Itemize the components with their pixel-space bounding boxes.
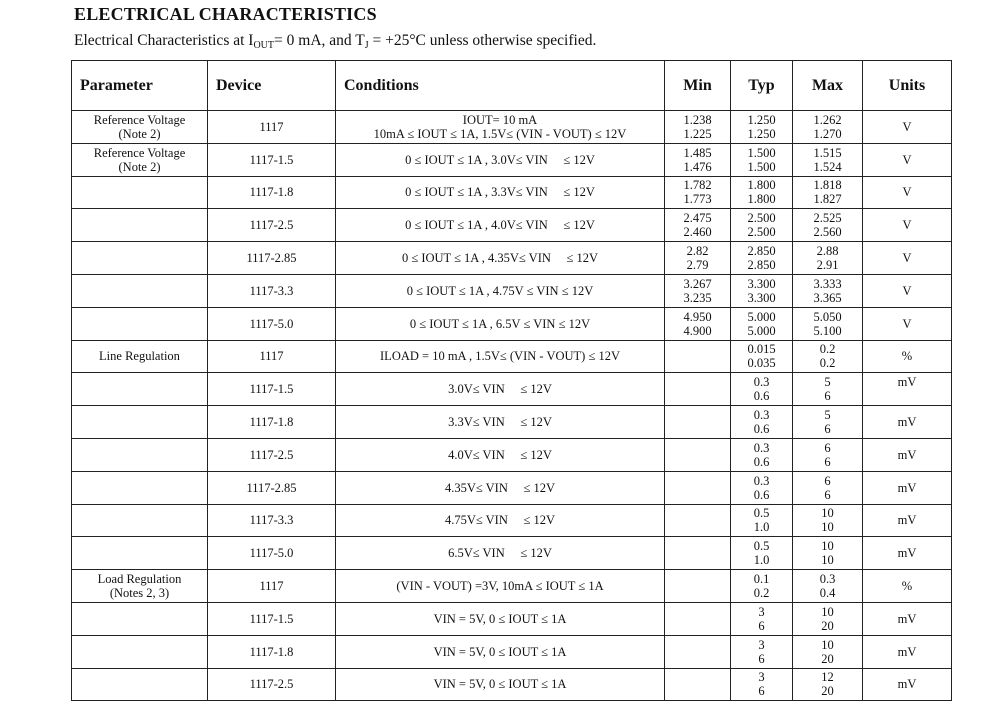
cell-device: 1117-3.3 <box>208 274 336 307</box>
cell-units: % <box>863 570 952 603</box>
cell-typ-line-1: 1.250 <box>747 112 776 127</box>
cell-min-line-1: 1.485 <box>683 145 712 160</box>
cell-parameter <box>72 438 208 471</box>
conditions-line-1: VIN = 5V, 0 ≤ IOUT ≤ 1A <box>433 677 567 692</box>
cell-device: 1117-2.5 <box>208 438 336 471</box>
cell-max-line-1: 3.333 <box>813 276 842 291</box>
cell-max <box>793 668 863 701</box>
cell-conditions <box>336 438 665 471</box>
cell-parameter <box>72 176 208 209</box>
cell-typ <box>731 307 793 340</box>
electrical-characteristics-table <box>71 60 952 701</box>
cell-device: 1117-2.85 <box>208 471 336 504</box>
cell-device: 1117-5.0 <box>208 537 336 570</box>
conditions-line-1: 3.3V≤ VIN ≤ 12V <box>448 415 552 430</box>
cell-max <box>793 176 863 209</box>
cell-min <box>665 111 731 144</box>
cell-typ <box>731 602 793 635</box>
cell-max <box>793 438 863 471</box>
cell-max-line-1: 1.515 <box>813 145 842 160</box>
cell-max <box>793 570 863 603</box>
page-subtitle <box>74 32 596 51</box>
page-title: ELECTRICAL CHARACTERISTICS <box>74 4 377 24</box>
cell-min <box>665 471 731 504</box>
cell-typ-line-1: 0.015 <box>747 342 776 357</box>
cell-min <box>665 504 731 537</box>
cell-max-line-2: 6 <box>824 487 831 502</box>
column-header-parameter: Parameter <box>72 61 208 111</box>
cell-device: 1117-1.5 <box>208 143 336 176</box>
cell-max-line-1: 0.2 <box>819 342 836 357</box>
cell-max-line-2: 20 <box>821 684 834 699</box>
table-row <box>72 471 952 504</box>
cell-typ <box>731 570 793 603</box>
cell-max <box>793 373 863 406</box>
cell-typ <box>731 537 793 570</box>
cell-typ <box>731 668 793 701</box>
cell-min <box>665 602 731 635</box>
cell-typ-line-1: 0.1 <box>753 572 770 587</box>
table-row <box>72 307 952 340</box>
cell-typ-line-1: 3.300 <box>747 276 776 291</box>
conditions-line-1: 0 ≤ IOUT ≤ 1A , 3.3V≤ VIN ≤ 12V <box>405 185 595 200</box>
cell-parameter <box>72 406 208 439</box>
subtitle-part-b: = 0 mA, and T <box>274 32 365 49</box>
cell-typ-line-1: 3 <box>758 670 765 685</box>
cell-typ-line-1: 3 <box>758 604 765 619</box>
cell-units: mV <box>863 537 952 570</box>
cell-conditions <box>336 209 665 242</box>
cell-units: mV <box>863 373 952 406</box>
cell-max-line-2: 1.827 <box>813 192 842 207</box>
cell-typ-line-1: 1.800 <box>747 178 776 193</box>
conditions-line-1: 0 ≤ IOUT ≤ 1A , 4.75V ≤ VIN ≤ 12V <box>406 283 594 298</box>
cell-min <box>665 242 731 275</box>
cell-max-line-1: 12 <box>821 670 834 685</box>
table-row <box>72 242 952 275</box>
cell-typ <box>731 438 793 471</box>
cell-parameter <box>72 373 208 406</box>
cell-device: 1117-5.0 <box>208 307 336 340</box>
cell-max-line-2: 6 <box>824 422 831 437</box>
cell-units: V <box>863 111 952 144</box>
cell-max <box>793 537 863 570</box>
cell-typ <box>731 406 793 439</box>
cell-min-line-2: 1.773 <box>683 192 712 207</box>
cell-min <box>665 274 731 307</box>
cell-max-line-1: 2.88 <box>816 244 839 259</box>
cell-min <box>665 570 731 603</box>
cell-parameter <box>72 635 208 668</box>
cell-typ-line-1: 0.5 <box>753 506 770 521</box>
parameter-line-1: Reference Voltage <box>93 145 186 160</box>
table-row <box>72 143 952 176</box>
cell-max-line-1: 1.262 <box>813 112 842 127</box>
cell-max-line-1: 2.525 <box>813 211 842 226</box>
conditions-line-1: 0 ≤ IOUT ≤ 1A , 4.0V≤ VIN ≤ 12V <box>405 218 595 233</box>
cell-max-line-2: 0.4 <box>819 586 836 601</box>
cell-device: 1117-1.5 <box>208 373 336 406</box>
cell-units: V <box>863 209 952 242</box>
cell-max-line-2: 10 <box>821 553 834 568</box>
cell-min <box>665 635 731 668</box>
cell-min <box>665 537 731 570</box>
cell-max-line-2: 2.560 <box>813 225 842 240</box>
cell-max-line-1: 5 <box>824 408 831 423</box>
cell-parameter <box>72 209 208 242</box>
parameter-line-2: (Notes 2, 3) <box>109 586 170 601</box>
cell-conditions <box>336 635 665 668</box>
cell-min <box>665 340 731 373</box>
parameter-line-1: Reference Voltage <box>93 112 186 127</box>
table-row <box>72 340 952 373</box>
cell-min-line-2: 2.460 <box>683 225 712 240</box>
cell-min-line-1: 1.238 <box>683 112 712 127</box>
conditions-line-1: (VIN - VOUT) =3V, 10mA ≤ IOUT ≤ 1A <box>396 579 604 594</box>
cell-min-line-2: 3.235 <box>683 290 712 305</box>
cell-max-line-1: 5.050 <box>813 309 842 324</box>
cell-units: V <box>863 242 952 275</box>
cell-conditions <box>336 274 665 307</box>
cell-max-line-2: 1.270 <box>813 126 842 141</box>
conditions-line-1: IOUT= 10 mA <box>462 112 538 127</box>
cell-min-line-1: 1.782 <box>683 178 712 193</box>
conditions-line-2: 10mA ≤ IOUT ≤ 1A, 1.5V≤ (VIN - VOUT) ≤ 12V <box>373 126 627 141</box>
cell-parameter <box>72 537 208 570</box>
cell-min-line-2: 1.476 <box>683 159 712 174</box>
cell-conditions <box>336 668 665 701</box>
cell-parameter <box>72 111 208 144</box>
conditions-line-1: 3.0V≤ VIN ≤ 12V <box>448 382 552 397</box>
cell-conditions <box>336 242 665 275</box>
cell-max-line-1: 5 <box>824 375 831 390</box>
cell-typ-line-2: 6 <box>758 651 765 666</box>
cell-device: 1117-2.5 <box>208 209 336 242</box>
cell-conditions <box>336 537 665 570</box>
cell-typ-line-1: 1.500 <box>747 145 776 160</box>
cell-device: 1117-2.5 <box>208 668 336 701</box>
cell-max-line-1: 10 <box>821 506 834 521</box>
cell-max <box>793 209 863 242</box>
table-body <box>72 111 952 701</box>
cell-typ <box>731 373 793 406</box>
cell-typ <box>731 242 793 275</box>
cell-typ-line-2: 0.6 <box>753 487 770 502</box>
cell-parameter <box>72 340 208 373</box>
cell-typ-line-2: 2.850 <box>747 258 776 273</box>
cell-min <box>665 668 731 701</box>
cell-conditions <box>336 307 665 340</box>
conditions-line-1: 0 ≤ IOUT ≤ 1A , 6.5V ≤ VIN ≤ 12V <box>409 316 591 331</box>
cell-typ-line-1: 2.500 <box>747 211 776 226</box>
subtitle-sub-out: OUT <box>253 40 275 51</box>
cell-max-line-2: 5.100 <box>813 323 842 338</box>
subtitle-sub-j: J <box>364 40 369 51</box>
cell-max-line-1: 10 <box>821 637 834 652</box>
table-row <box>72 406 952 439</box>
cell-max <box>793 635 863 668</box>
cell-conditions <box>336 471 665 504</box>
cell-max-line-2: 1.524 <box>813 159 842 174</box>
cell-max-line-2: 10 <box>821 520 834 535</box>
cell-typ-line-2: 1.250 <box>747 126 776 141</box>
cell-units: mV <box>863 504 952 537</box>
cell-device: 1117-1.8 <box>208 406 336 439</box>
cell-max-line-2: 20 <box>821 651 834 666</box>
cell-typ <box>731 111 793 144</box>
cell-parameter <box>72 274 208 307</box>
table-row <box>72 274 952 307</box>
cell-max-line-2: 6 <box>824 389 831 404</box>
cell-max-line-1: 10 <box>821 539 834 554</box>
cell-typ-line-2: 0.6 <box>753 389 770 404</box>
cell-min-line-2: 4.900 <box>683 323 712 338</box>
table-row <box>72 111 952 144</box>
cell-typ <box>731 340 793 373</box>
conditions-line-1: 0 ≤ IOUT ≤ 1A , 4.35V≤ VIN ≤ 12V <box>401 251 599 266</box>
parameter-line-2: (Note 2) <box>118 126 161 141</box>
cell-typ <box>731 504 793 537</box>
cell-device: 1117-1.8 <box>208 176 336 209</box>
cell-conditions <box>336 504 665 537</box>
cell-max-line-1: 6 <box>824 440 831 455</box>
conditions-line-1: 4.0V≤ VIN ≤ 12V <box>448 447 552 462</box>
column-header-max: Max <box>793 61 863 111</box>
cell-max-line-2: 20 <box>821 618 834 633</box>
conditions-line-1: ILOAD = 10 mA , 1.5V≤ (VIN - VOUT) ≤ 12V <box>380 349 620 364</box>
cell-max <box>793 602 863 635</box>
cell-max <box>793 274 863 307</box>
cell-typ-line-1: 5.000 <box>747 309 776 324</box>
table-row <box>72 504 952 537</box>
parameter-line-1: Load Regulation <box>97 572 182 587</box>
cell-max-line-1: 6 <box>824 473 831 488</box>
cell-max <box>793 504 863 537</box>
cell-parameter <box>72 471 208 504</box>
cell-max <box>793 111 863 144</box>
cell-min <box>665 438 731 471</box>
conditions-line-1: VIN = 5V, 0 ≤ IOUT ≤ 1A <box>433 611 567 626</box>
cell-typ-line-2: 6 <box>758 684 765 699</box>
cell-min <box>665 209 731 242</box>
cell-typ-line-2: 0.6 <box>753 422 770 437</box>
parameter-line-2: (Note 2) <box>118 159 161 174</box>
cell-min <box>665 406 731 439</box>
cell-device: 1117 <box>208 340 336 373</box>
cell-device: 1117-1.8 <box>208 635 336 668</box>
conditions-line-1: 4.35V≤ VIN ≤ 12V <box>444 480 556 495</box>
cell-units: mV <box>863 635 952 668</box>
conditions-line-1: 0 ≤ IOUT ≤ 1A , 3.0V≤ VIN ≤ 12V <box>405 152 595 167</box>
cell-parameter <box>72 143 208 176</box>
cell-min-line-1: 2.82 <box>686 244 709 259</box>
cell-max-line-2: 6 <box>824 454 831 469</box>
cell-typ-line-1: 0.3 <box>753 440 770 455</box>
cell-typ <box>731 143 793 176</box>
cell-min-line-1: 4.950 <box>683 309 712 324</box>
cell-conditions <box>336 340 665 373</box>
cell-max <box>793 242 863 275</box>
cell-typ-line-2: 2.500 <box>747 225 776 240</box>
cell-min-line-1: 2.475 <box>683 211 712 226</box>
cell-max <box>793 471 863 504</box>
table-row <box>72 438 952 471</box>
cell-device: 1117 <box>208 570 336 603</box>
table-row <box>72 209 952 242</box>
table-row <box>72 602 952 635</box>
cell-typ-line-1: 0.3 <box>753 473 770 488</box>
cell-conditions <box>336 373 665 406</box>
cell-max-line-2: 2.91 <box>816 258 839 273</box>
cell-conditions <box>336 111 665 144</box>
parameter-line-1: Line Regulation <box>99 349 180 364</box>
cell-parameter <box>72 307 208 340</box>
cell-conditions <box>336 570 665 603</box>
cell-max-line-2: 3.365 <box>813 290 842 305</box>
cell-units: % <box>863 340 952 373</box>
cell-typ-line-2: 0.2 <box>753 586 770 601</box>
cell-max-line-2: 0.2 <box>819 356 836 371</box>
cell-units: V <box>863 307 952 340</box>
cell-max <box>793 307 863 340</box>
cell-max <box>793 143 863 176</box>
cell-typ <box>731 274 793 307</box>
cell-typ-line-2: 5.000 <box>747 323 776 338</box>
table-row <box>72 537 952 570</box>
cell-device: 1117-3.3 <box>208 504 336 537</box>
cell-min-line-2: 1.225 <box>683 126 712 141</box>
cell-typ-line-2: 3.300 <box>747 290 776 305</box>
cell-units: mV <box>863 602 952 635</box>
cell-conditions <box>336 602 665 635</box>
cell-typ-line-2: 1.0 <box>753 520 770 535</box>
cell-units: mV <box>863 438 952 471</box>
cell-parameter <box>72 602 208 635</box>
cell-units: mV <box>863 668 952 701</box>
cell-device: 1117-2.85 <box>208 242 336 275</box>
cell-typ-line-1: 0.5 <box>753 539 770 554</box>
cell-conditions <box>336 406 665 439</box>
table-row <box>72 570 952 603</box>
cell-max <box>793 406 863 439</box>
cell-min <box>665 307 731 340</box>
cell-min-line-1: 3.267 <box>683 276 712 291</box>
cell-typ-line-2: 1.0 <box>753 553 770 568</box>
cell-min <box>665 143 731 176</box>
cell-typ-line-2: 0.6 <box>753 454 770 469</box>
table-header-row <box>72 61 952 111</box>
subtitle-part-c: = +25°C unless otherwise specified. <box>368 32 597 49</box>
table-row <box>72 373 952 406</box>
cell-typ-line-1: 3 <box>758 637 765 652</box>
cell-typ-line-2: 1.500 <box>747 159 776 174</box>
cell-conditions <box>336 143 665 176</box>
column-header-conditions: Conditions <box>336 61 665 111</box>
cell-max-line-1: 10 <box>821 604 834 619</box>
cell-max <box>793 340 863 373</box>
cell-typ-line-1: 2.850 <box>747 244 776 259</box>
cell-device: 1117 <box>208 111 336 144</box>
cell-units: V <box>863 176 952 209</box>
cell-device: 1117-1.5 <box>208 602 336 635</box>
cell-parameter <box>72 668 208 701</box>
cell-min <box>665 176 731 209</box>
cell-typ <box>731 209 793 242</box>
table-row <box>72 635 952 668</box>
column-header-typ: Typ <box>731 61 793 111</box>
cell-max-line-1: 0.3 <box>819 572 836 587</box>
column-header-device: Device <box>208 61 336 111</box>
cell-units: V <box>863 143 952 176</box>
column-header-units: Units <box>863 61 952 111</box>
conditions-line-1: VIN = 5V, 0 ≤ IOUT ≤ 1A <box>433 644 567 659</box>
cell-typ-line-2: 0.035 <box>747 356 776 371</box>
cell-parameter <box>72 504 208 537</box>
column-header-min: Min <box>665 61 731 111</box>
cell-max-line-1: 1.818 <box>813 178 842 193</box>
cell-typ <box>731 176 793 209</box>
cell-units: V <box>863 274 952 307</box>
cell-typ-line-1: 0.3 <box>753 408 770 423</box>
subtitle-part-a: Electrical Characteristics at I <box>74 32 254 49</box>
cell-typ <box>731 471 793 504</box>
cell-typ <box>731 635 793 668</box>
conditions-line-1: 4.75V≤ VIN ≤ 12V <box>444 513 556 528</box>
cell-parameter <box>72 242 208 275</box>
cell-typ-line-2: 6 <box>758 618 765 633</box>
conditions-line-1: 6.5V≤ VIN ≤ 12V <box>448 546 552 561</box>
table-row <box>72 668 952 701</box>
cell-min <box>665 373 731 406</box>
cell-min-line-2: 2.79 <box>686 258 709 273</box>
cell-units: mV <box>863 471 952 504</box>
cell-conditions <box>336 176 665 209</box>
cell-parameter <box>72 570 208 603</box>
cell-typ-line-2: 1.800 <box>747 192 776 207</box>
table-row <box>72 176 952 209</box>
cell-typ-line-1: 0.3 <box>753 375 770 390</box>
cell-units: mV <box>863 406 952 439</box>
